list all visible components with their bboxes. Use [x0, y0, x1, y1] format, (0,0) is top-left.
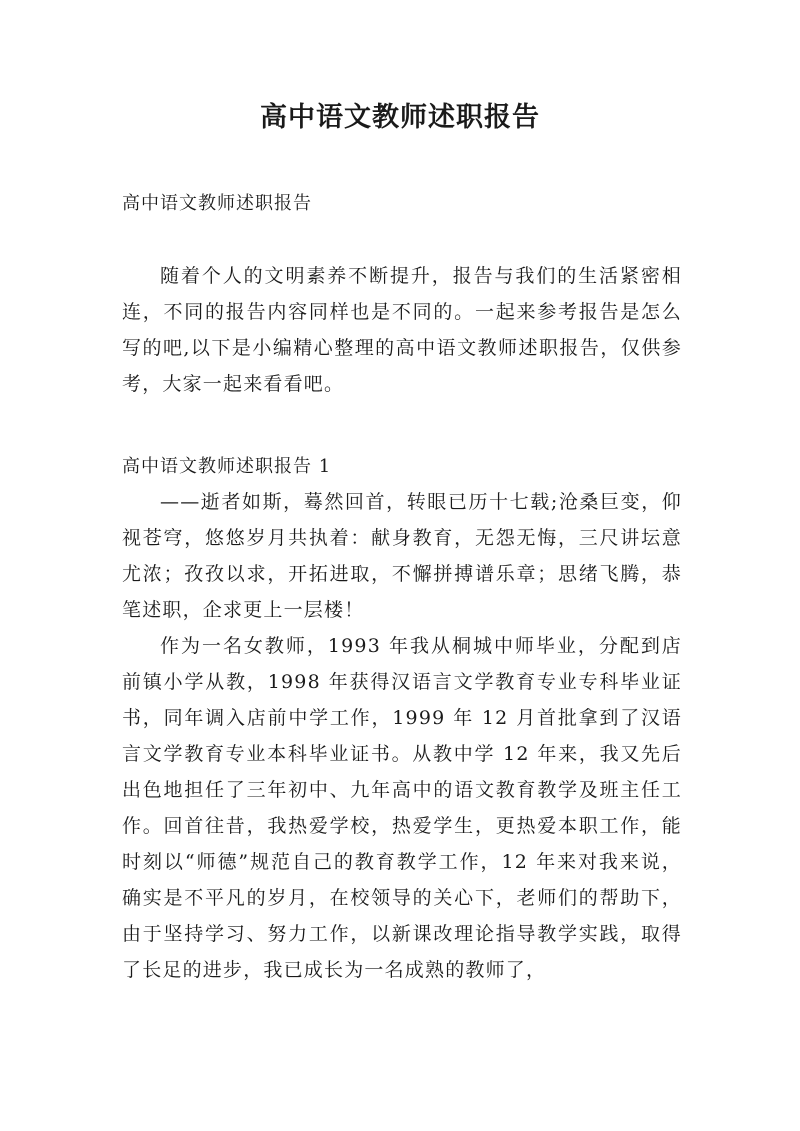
document-title: 高中语文教师述职报告	[260, 102, 540, 133]
section-heading: 高中语文教师述职报告 1	[122, 456, 332, 477]
intro-paragraph: 随着个人的文明素养不断提升，报告与我们的生活紧密相连，不同的报告内容同样也是不同的。一起来参考报告是怎么写的吧,以下是小编精心整理的高中语文教师述职报告，仅供参考，大家一起来看看吧。	[122, 265, 682, 395]
body-paragraph: ——逝者如斯，蓦然回首，转眼已历十七载;沧桑巨变，仰视苍穹，悠悠岁月共执着：献身教育，无怨无悔，三尺讲坛意尤浓；孜孜以求，开拓进取，不懈拼搏谱乐章；思绪飞腾，恭笔述职，企求更上一层楼！	[122, 491, 682, 621]
section-body	[122, 484, 682, 988]
document-subtitle: 高中语文教师述职报告	[122, 193, 312, 214]
body-paragraph: 作为一名女教师，1993 年我从桐城中师毕业，分配到店前镇小学从教，1998 年获得汉语言文学教育专业专科毕业证书，同年调入店前中学工作，1999 年 12 月首批拿到了汉语言文学教育专业本科毕业证书。从教中学 12 年来，我又先后出色地担任了三年初中、九年高中的语文教育教学及班主任工作。回首往昔，我热爱学校，热爱学生，更热爱本职工作，能时刻以“师德”规范自己的教育教学工作，12 年来对我来说，确实是不平凡的岁月，在校领导的关心下，老师们的帮助下，由于坚持学习、努力工作，以新课改理论指导教学实践，取得了长足的进步，我已成长为一名成熟的教师了，	[122, 635, 682, 981]
